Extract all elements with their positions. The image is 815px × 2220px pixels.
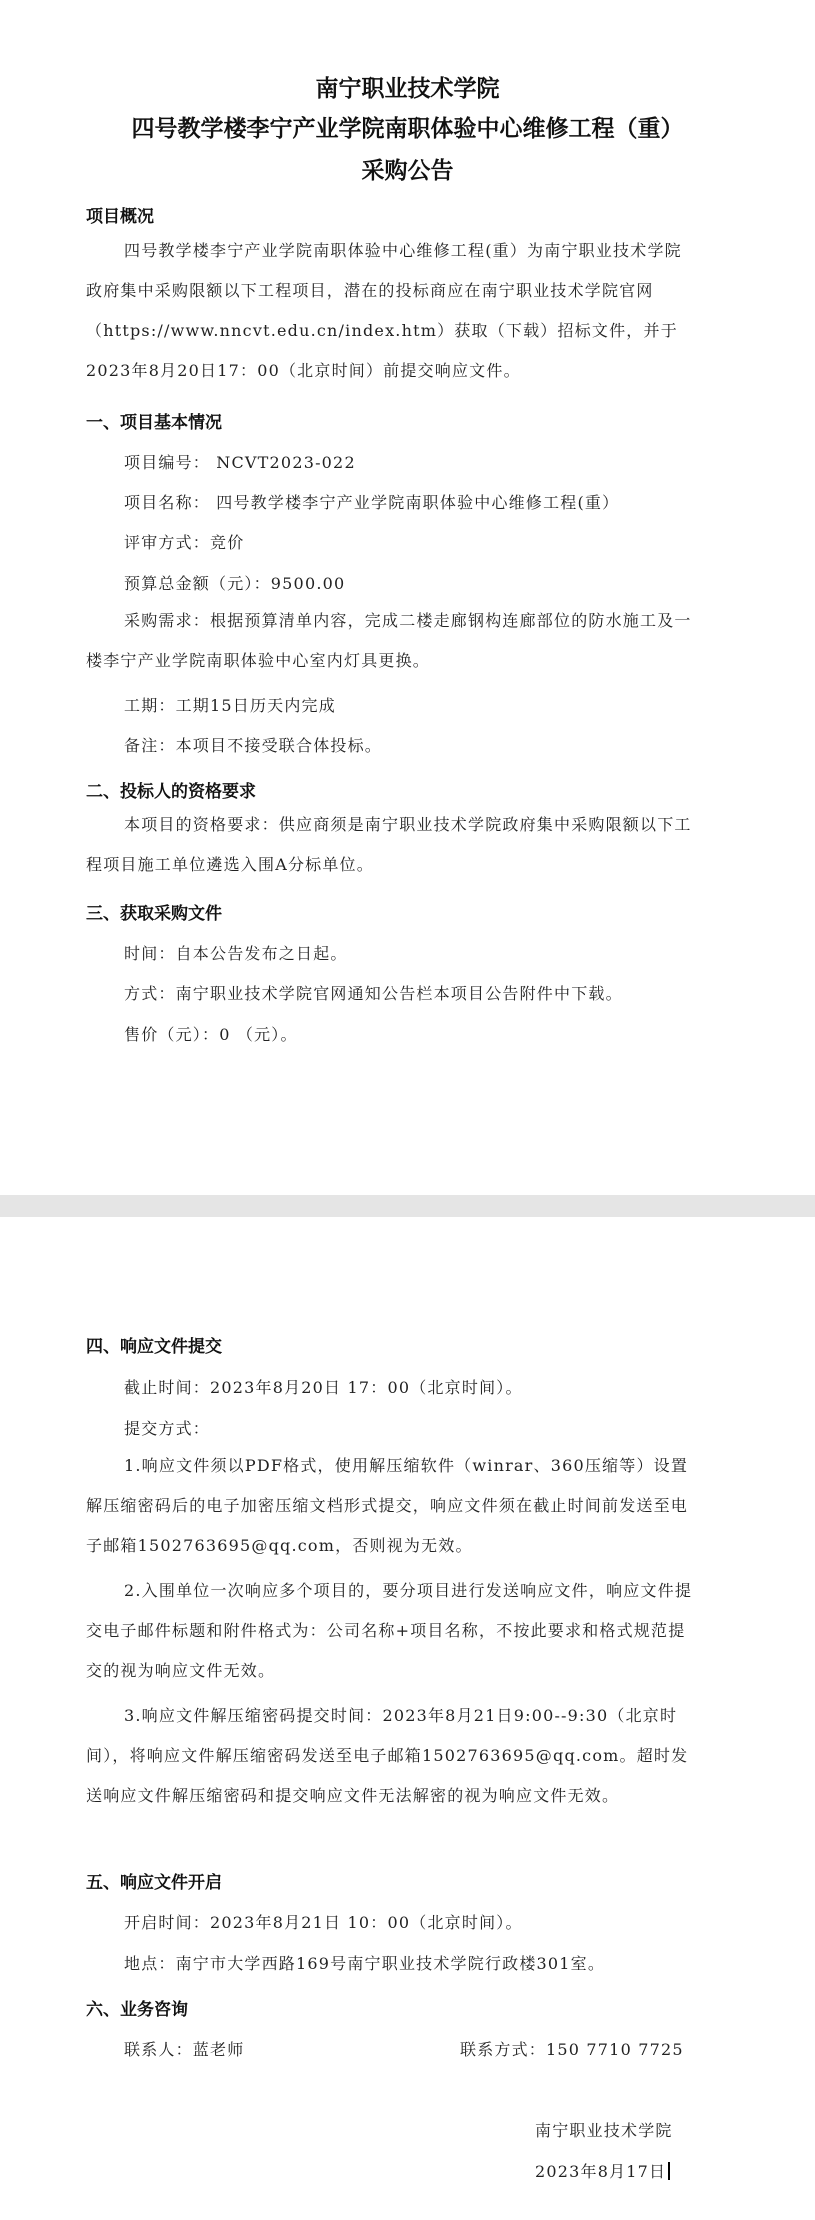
project-number: 项目编号： NCVT2023-022 — [124, 453, 356, 472]
signature-date-line — [535, 2159, 670, 2182]
text-cursor — [668, 2162, 670, 2180]
page-2 — [0, 1217, 815, 2220]
school-title: 南宁职业技术学院 — [315, 76, 500, 102]
signature-org: 南宁职业技术学院 — [535, 2121, 673, 2140]
submission-method-label: 提交方式： — [124, 1419, 211, 1438]
submission-deadline: 截止时间：2023年8月20日 17：00（北京时间）。 — [124, 1378, 523, 1397]
doc-type-title: 采购公告 — [361, 158, 454, 184]
acquire-time: 时间：自本公告发布之日起。 — [124, 944, 348, 963]
project-title: 四号教学楼李宁产业学院南职体验中心维修工程（重） — [131, 116, 684, 142]
project-name: 项目名称： 四号教学楼李宁产业学院南职体验中心维修工程(重） — [124, 493, 620, 512]
overview-heading: 项目概况 — [86, 207, 154, 227]
page-separator — [0, 1195, 815, 1217]
acquire-method: 方式：南宁职业技术学院官网通知公告栏本项目公告附件中下载。 — [124, 984, 623, 1003]
submission-item-2: 2.入围单位一次响应多个项目的，要分项目进行发送响应文件，响应文件提交电子邮件标题和附件格式为：公司名称+项目名称，不按此要求和格式规范提交的视为响应文件无效。 — [86, 1581, 693, 1680]
construction-period: 工期：工期15日历天内完成 — [124, 696, 336, 715]
section4-heading: 四、响应文件提交 — [86, 1337, 222, 1357]
overview-text: 四号教学楼李宁产业学院南职体验中心维修工程(重）为南宁职业技术学院政府集中采购限额以下工程项目，潜在的投标商应在南宁职业技术学院官网（https://www.nncvt.edu.cn/index.htm）获取（下载）招标文件，并于2023年8月20日17：00（北京时间）前提交响应文件。 — [86, 241, 682, 380]
contact-person: 联系人：蓝老师 — [124, 2040, 245, 2059]
section1-heading: 一、项目基本情况 — [86, 413, 222, 433]
section6-heading: 六、业务咨询 — [86, 2000, 188, 2020]
section3-heading: 三、获取采购文件 — [86, 904, 222, 924]
section2-heading: 二、投标人的资格要求 — [86, 782, 256, 802]
opening-place: 地点：南宁市大学西路169号南宁职业技术学院行政楼301室。 — [124, 1954, 606, 1973]
procurement-requirement: 采购需求：根据预算清单内容，完成二楼走廊钢构连廊部位的防水施工及一楼李宁产业学院南职体验中心室内灯具更换。 — [86, 611, 692, 670]
submission-item-3: 3.响应文件解压缩密码提交时间：2023年8月21日9:00--9:30（北京时间），将响应文件解压缩密码发送至电子邮箱1502763695@qq.com。超时发送响应文件解压缩密码和提交响应文件无法解密的视为响应文件无效。 — [86, 1706, 689, 1805]
budget-amount: 预算总金额（元）：9500.00 — [124, 574, 346, 593]
remarks: 备注：本项目不接受联合体投标。 — [124, 736, 383, 755]
signature-date: 2023年8月17日 — [535, 2162, 667, 2181]
document-price: 售价（元）：0 （元）。 — [124, 1025, 298, 1044]
section5-heading: 五、响应文件开启 — [86, 1873, 222, 1893]
contact-phone: 联系方式：150 7710 7725 — [460, 2040, 684, 2059]
qualification-text: 本项目的资格要求：供应商须是南宁职业技术学院政府集中采购限额以下工程项目施工单位遴选入围A分标单位。 — [86, 815, 692, 874]
review-method: 评审方式：竞价 — [124, 533, 245, 552]
submission-item-1: 1.响应文件须以PDF格式，使用解压缩软件（winrar、360压缩等）设置解压缩密码后的电子加密压缩文档形式提交，响应文件须在截止时间前发送至电子邮箱1502763695@qq.com，否则视为无效。 — [86, 1456, 689, 1555]
opening-time: 开启时间：2023年8月21日 10：00（北京时间）。 — [124, 1913, 523, 1932]
